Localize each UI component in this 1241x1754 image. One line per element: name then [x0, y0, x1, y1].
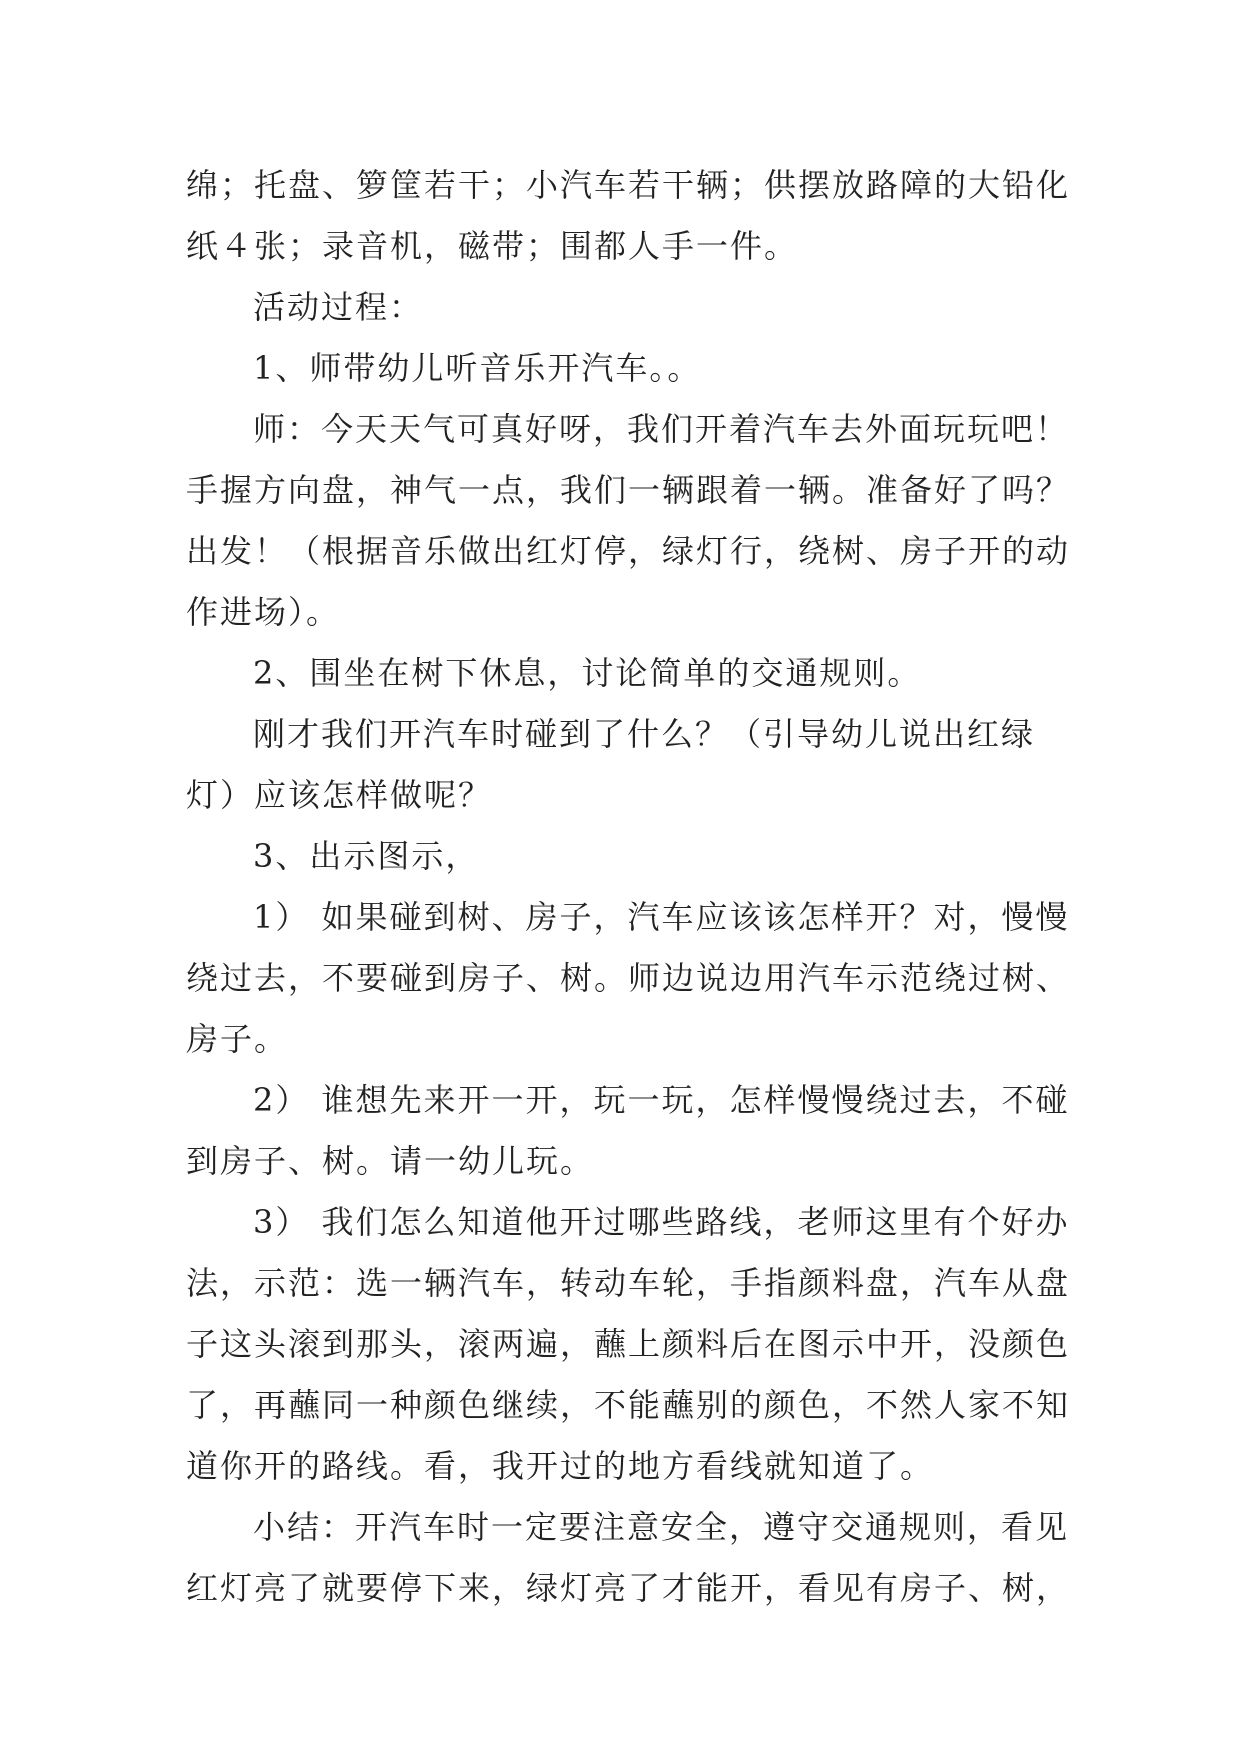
text-line: 2、围坐在树下休息，讨论简单的交通规则。 [253, 654, 922, 692]
text-line: 出发！（根据音乐做出红灯停，绿灯行，绕树、房子开的动 [186, 532, 1071, 570]
text-line: 房子。 [186, 1020, 289, 1058]
text-line: 1） 如果碰到树、房子，汽车应该该怎样开？对，慢慢 [253, 898, 1070, 936]
text-line: 师：今天天气可真好呀，我们开着汽车去外面玩玩吧！ [253, 410, 1070, 448]
text-line: 1、师带幼儿听音乐开汽车。。 [253, 349, 702, 387]
text-line: 刚才我们开汽车时碰到了什么？（引导幼儿说出红绿 [253, 715, 1036, 753]
text-line: 绕过去，不要碰到房子、树。师边说边用汽车示范绕过树、 [186, 959, 1071, 997]
text-line: 作进场）。 [186, 593, 341, 631]
text-line: 了，再蘸同一种颜色继续，不能蘸别的颜色，不然人家不知 [186, 1386, 1071, 1424]
text-line: 2） 谁想先来开一开，玩一玩，怎样慢慢绕过去，不碰 [253, 1081, 1070, 1119]
document-body [186, 155, 1071, 1619]
text-line: 手握方向盘，神气一点，我们一辆跟着一辆。准备好了吗？ [186, 471, 1071, 509]
text-line: 法，示范：选一辆汽车，转动车轮，手指颜料盘，汽车从盘 [186, 1264, 1071, 1302]
text-line: 小结：开汽车时一定要注意安全，遵守交通规则，看见 [253, 1508, 1070, 1546]
text-line: 红灯亮了就要停下来，绿灯亮了才能开，看见有房子、树， [186, 1569, 1071, 1607]
text-line: 道你开的路线。看，我开过的地方看线就知道了。 [186, 1447, 935, 1485]
text-line: 到房子、树。请一幼儿玩。 [186, 1142, 595, 1180]
text-line: 灯）应该怎样做呢？ [186, 776, 493, 814]
text-line: 活动过程： [253, 288, 424, 326]
text-line: 纸４张；录音机，磁带；围都人手一件。 [186, 227, 799, 265]
text-line: 子这头滚到那头，滚两遍，蘸上颜料后在图示中开，没颜色 [186, 1325, 1071, 1363]
text-line: 3） 我们怎么知道他开过哪些路线，老师这里有个好办 [253, 1203, 1070, 1241]
text-line: 绵；托盘、箩筐若干；小汽车若干辆；供摆放路障的大铅化 [186, 166, 1071, 204]
text-line: 3、出示图示， [253, 837, 480, 875]
